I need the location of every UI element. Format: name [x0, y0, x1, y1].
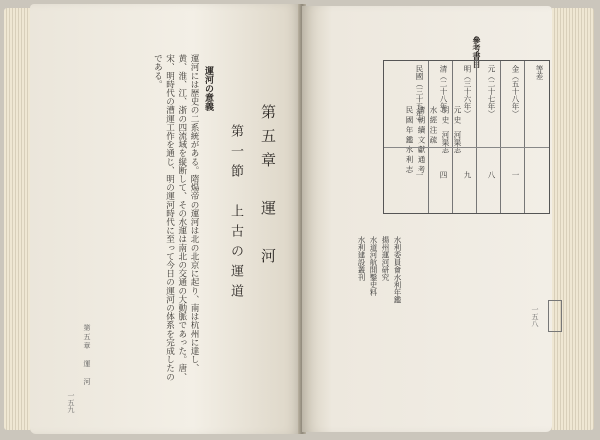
reference-item: 清 朝 續 文 獻 通 考 — [417, 106, 426, 173]
right-page-edges — [548, 8, 594, 430]
reference-item: 水利委員會水利年鑑 — [393, 236, 402, 304]
table-value: 一 — [511, 171, 520, 179]
table-row-label: 金（五十八年） — [511, 65, 520, 118]
table-value: 九 — [463, 171, 472, 179]
table-value: 一 — [415, 171, 424, 179]
reference-item: 水道河航開鑿史料 — [369, 236, 378, 296]
data-table — [383, 60, 550, 214]
table-row-label: 民國（三十五年） — [415, 65, 424, 125]
reference-item: 明 史 河渠志 — [441, 106, 450, 154]
chapter-title: 第五章 運 河 — [259, 104, 277, 272]
reference-item: 民 國 年 鑑 水 利 志 — [405, 106, 414, 173]
body-paragraph: 運河には歴史の二系統がある。隋煬帝の運河は北の北京に起り、南は杭州に達し、黄、淮、江、浙の四流域を縦断して、その水運は南北の交通の大動脈であった。唐、宋、明時代の漕運工作を通じ、明の運河時代に至って今日の運河の体系を完成したのである。 — [152, 54, 199, 381]
section-heading: 運河の意義 — [203, 66, 213, 111]
table-header: 等差 — [535, 65, 544, 80]
reference-title: 參考書目 — [472, 36, 482, 68]
margin-box — [548, 300, 562, 332]
table-row-label: 清（二十八年） — [439, 65, 448, 118]
section-title: 第一節 上古の運道 — [228, 124, 243, 304]
reference-item: 元 史 河渠志 — [453, 106, 462, 154]
page-number-right: 一五八 — [531, 306, 539, 327]
left-page — [30, 4, 302, 434]
running-head: 第五章 運 河 — [83, 324, 91, 387]
table-row-label: 明（三十六年） — [463, 65, 472, 118]
reference-item: 揚州運河研究 — [381, 236, 390, 281]
table-value: 四 — [439, 171, 448, 179]
table-value: 八 — [487, 171, 496, 179]
body-text — [52, 54, 200, 384]
reference-item: 水利建設叢刊 — [357, 236, 366, 281]
page-number-left: 一五九 — [67, 392, 75, 413]
reference-item: 水 經 注 疏 — [429, 106, 438, 144]
table-row-label: 元（二十七年） — [487, 65, 496, 118]
